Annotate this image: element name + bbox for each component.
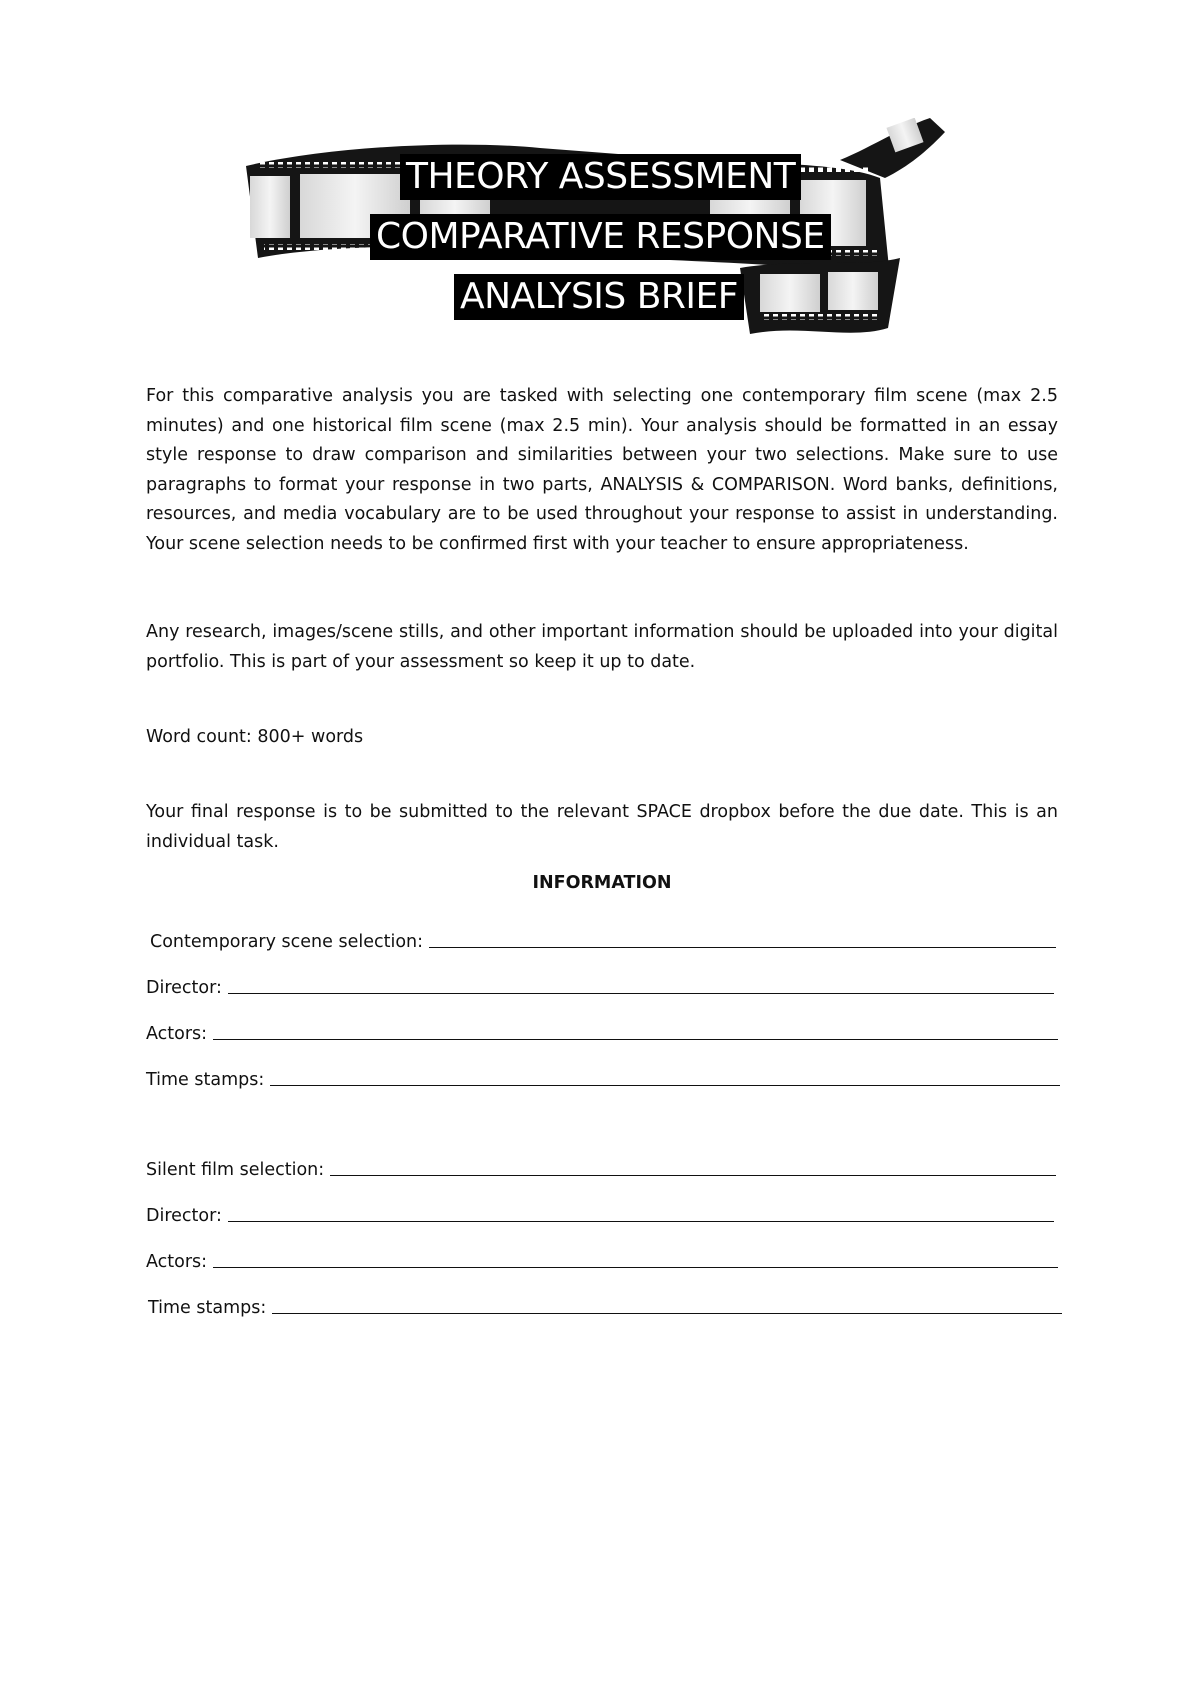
contemporary-selection-label: Contemporary scene selection: [150,932,424,952]
silent-actors-field[interactable] [146,1242,1058,1272]
silent-time-line[interactable] [272,1312,1062,1314]
silent-time-label: Time stamps: [148,1298,267,1318]
title-banner [240,118,960,358]
information-heading: INFORMATION [532,873,672,893]
contemporary-time-field[interactable] [146,1060,1060,1090]
silent-director-label: Director: [146,1206,222,1226]
contemporary-actors-label: Actors: [146,1024,208,1044]
contemporary-director-line[interactable] [228,992,1054,994]
silent-actors-line[interactable] [213,1266,1058,1268]
intro-paragraph: For this comparative analysis you are tasked with selecting one contemporary film scene (max 2.5 minutes) and one historical film scene (max 2.5 min). Your analysis should be formatted in an essay style response to draw comparison and similarities between your two selections. Make sure to use paragraphs to format your response in two parts, ANALYSIS & COMPARISON. Word banks, definitions, resources, and media vocabulary are to be used throughout your response to assist in understanding. Your scene selection needs to be confirmed first with your teacher to ensure appropriateness. [146,386,1058,554]
word-count: Word count: 800+ words [146,727,364,747]
title-line-3: ANALYSIS BRIEF [454,274,744,320]
silent-director-line[interactable] [228,1220,1054,1222]
contemporary-selection-line[interactable] [429,946,1056,948]
title-line-2: COMPARATIVE RESPONSE [370,214,831,260]
contemporary-time-label: Time stamps: [146,1070,265,1090]
silent-time-field[interactable] [148,1288,1062,1318]
contemporary-director-field[interactable] [146,968,1054,998]
contemporary-selection-field[interactable] [150,922,1056,952]
research-paragraph: Any research, images/scene stills, and other important information should be uploaded into your digital portfolio. This is part of your assessment so keep it up to date. [146,622,1058,672]
contemporary-time-line[interactable] [270,1084,1060,1086]
silent-selection-line[interactable] [330,1174,1056,1176]
silent-director-field[interactable] [146,1196,1054,1226]
contemporary-director-label: Director: [146,978,222,998]
contemporary-actors-field[interactable] [146,1014,1058,1044]
silent-selection-field[interactable] [146,1150,1056,1180]
contemporary-actors-line[interactable] [213,1038,1058,1040]
submission-paragraph: Your final response is to be submitted to the relevant SPACE dropbox before the due date. This is an individual task. [146,802,1058,852]
silent-actors-label: Actors: [146,1252,208,1272]
title-line-1: THEORY ASSESSMENT [400,154,801,200]
silent-selection-label: Silent film selection: [146,1160,325,1180]
